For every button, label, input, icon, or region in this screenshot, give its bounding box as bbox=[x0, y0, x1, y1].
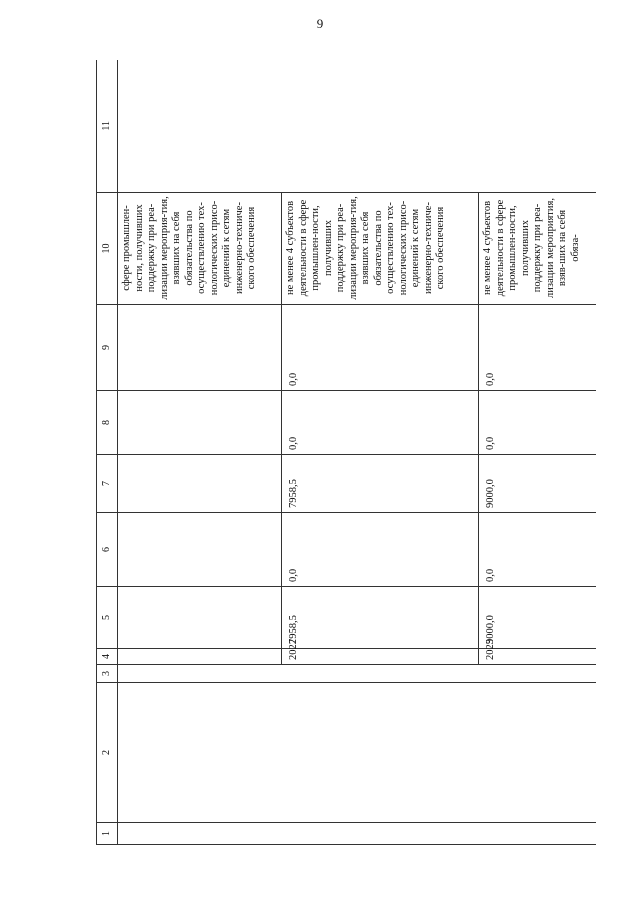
cell-col-6 bbox=[118, 513, 282, 587]
table-row bbox=[118, 60, 282, 845]
cell-col-8: 0,0 bbox=[282, 391, 479, 455]
results-table bbox=[96, 60, 596, 845]
page-number: 9 bbox=[316, 16, 324, 31]
cell-year: 2022 bbox=[282, 649, 479, 665]
cell-col-11 bbox=[118, 60, 597, 193]
header-col-4: 4 bbox=[97, 649, 118, 665]
cell-col-9: 0,0 bbox=[282, 305, 479, 391]
cell-col-8 bbox=[118, 391, 282, 455]
header-row bbox=[97, 60, 118, 845]
cell-col-8: 0,0 bbox=[479, 391, 597, 455]
cell-col-6: 0,0 bbox=[479, 513, 597, 587]
cell-col-7 bbox=[118, 455, 282, 513]
header-col-7: 7 bbox=[97, 455, 118, 513]
table-viewport bbox=[96, 60, 596, 845]
rotated-table-container bbox=[96, 60, 596, 845]
cell-col-2 bbox=[118, 683, 597, 823]
header-col-1: 1 bbox=[97, 823, 118, 845]
header-col-6: 6 bbox=[97, 513, 118, 587]
header-col-5: 5 bbox=[97, 587, 118, 649]
cell-indicator-text: не менее 4 субъектов деятельности в сфере промышлен-ности, получивших поддержку при реа-лизации мероприятия, взяв-ших на себя обяза- bbox=[479, 193, 597, 305]
header-col-10: 10 bbox=[97, 193, 118, 305]
cell-col-9: 0,0 bbox=[479, 305, 597, 391]
cell-col-9 bbox=[118, 305, 282, 391]
header-col-9: 9 bbox=[97, 305, 118, 391]
header-col-11: 11 bbox=[97, 60, 118, 193]
cell-year: 2023 bbox=[479, 649, 597, 665]
cell-year bbox=[118, 649, 282, 665]
cell-col-7: 9000,0 bbox=[479, 455, 597, 513]
cell-indicator-text: не менее 4 субъектов деятельности в сфере промышлен-ности, получивших поддержку при реа-лизации мероприя-тия, взявших на себя обязательства по осуществлению тех-нологических присо-единений к сетям инженерно-техниче-ского обеспечения bbox=[282, 193, 479, 305]
cell-col-5: 9000,0 bbox=[479, 587, 597, 649]
cell-col-6: 0,0 bbox=[282, 513, 479, 587]
cell-indicator-text: сфере промышлен-ности, получивших поддержку при реа-лизации мероприя-тия, взявших на себя обязательства по осуществлению тех-нологических присо-единений к сетям инженерно-техниче-ского обеспечения bbox=[118, 193, 282, 305]
header-col-8: 8 bbox=[97, 391, 118, 455]
cell-col-5 bbox=[118, 587, 282, 649]
cell-col-1 bbox=[118, 823, 597, 845]
header-col-2: 2 bbox=[97, 683, 118, 823]
cell-col-5: 7958,5 bbox=[282, 587, 479, 649]
header-col-3: 3 bbox=[97, 665, 118, 683]
cell-col-7: 7958,5 bbox=[282, 455, 479, 513]
cell-col-3 bbox=[118, 665, 597, 683]
